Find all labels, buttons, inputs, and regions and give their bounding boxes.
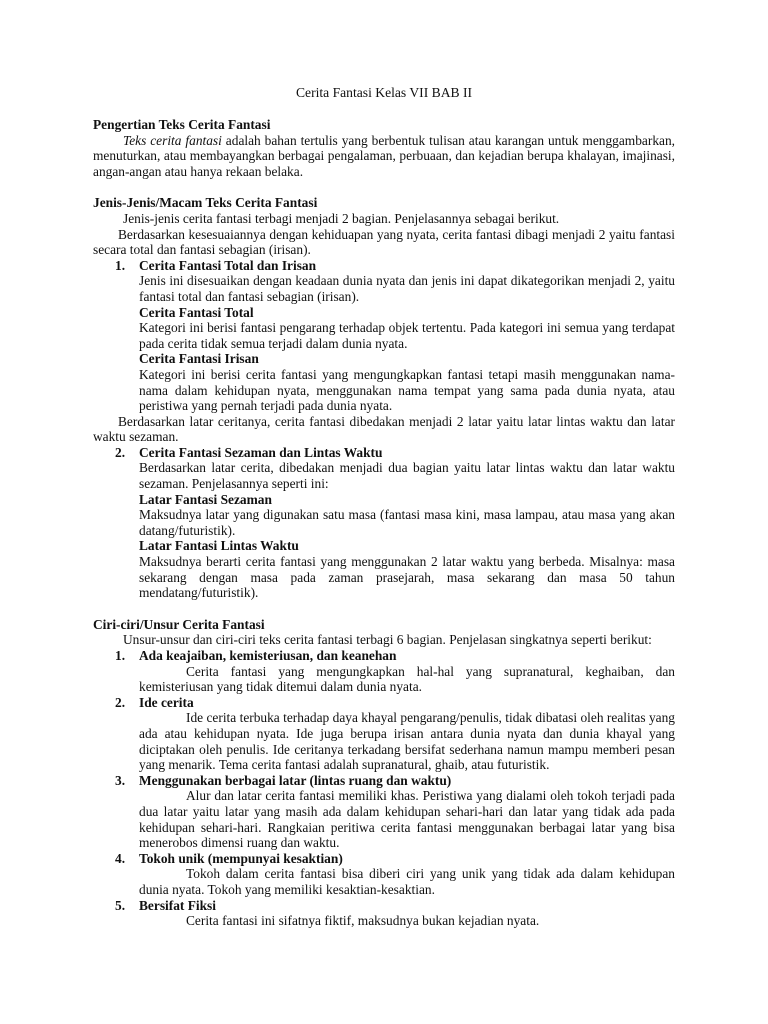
item-title: Ada keajaiban, kemisteriusan, dan keanehan (139, 648, 397, 663)
item-title: Ide cerita (139, 694, 194, 710)
jenis-intro: Jenis-jenis cerita fantasi terbagi menjadi 2 bagian. Penjelasannya sebagai berikut. (123, 210, 560, 226)
ciri-intro: Unsur-unsur dan ciri-ciri teks cerita fantasi terbagi 6 bagian. Penjelasan singkatnya seperti berikut: (123, 632, 652, 648)
list-item (93, 773, 675, 851)
document-title: Cerita Fantasi Kelas VII BAB II (295, 85, 473, 100)
item-number: 2. (115, 694, 126, 710)
item-title: Cerita Fantasi Total dan Irisan (139, 257, 317, 273)
item-title: Bersifat Fiksi (139, 897, 216, 913)
item-text: Jenis ini disesuaikan dengan keadaan dunia nyata dan jenis ini dapat dikategorikan menjadi 2, yaitu fantasi total dan fantasi sebagian (irisan). (139, 273, 675, 304)
item-number: 2. (115, 444, 126, 460)
jenis-list-2 (93, 445, 675, 601)
section-heading-jenis: Jenis-Jenis/Macam Teks Cerita Fantasi (93, 195, 318, 211)
item-text: Tokoh dalam cerita fantasi bisa diberi ciri yang unik yang tidak ada dalam kehidupan dunia nyata. Tokoh yang memiliki kesaktian-kesaktian. (139, 866, 675, 897)
jenis-paragraph-2: Berdasarkan latar ceritanya, cerita fantasi dibedakan menjadi 2 latar yaitu latar lintas waktu dan latar waktu sezaman. (93, 413, 675, 445)
sub-text: Maksudnya berarti cerita fantasi yang menggunakan 2 latar waktu yang berbeda. Misalnya: masa sekarang dengan masa pada zaman prasejarah, masa sekarang dan masa 50 tahun mendatang/futuristik). (139, 554, 675, 601)
document-content (93, 85, 675, 929)
item-title: Cerita Fantasi Sezaman dan Lintas Waktu (139, 444, 383, 460)
item-number: 3. (115, 772, 126, 788)
definition-term: Teks cerita fantasi (123, 132, 222, 148)
jenis-paragraph-1: Berdasarkan kesesuaiannya dengan kehiduapan yang nyata, cerita fantasi dibagi menjadi 2 yaitu fantasi secara total dan fantasi sebagian (irisan). (93, 226, 675, 258)
list-item (93, 258, 675, 414)
item-text: Cerita fantasi ini sifatnya fiktif, maksudnya bukan kejadian nyata. (186, 913, 540, 929)
item-text: Cerita fantasi yang mengungkapkan hal-hal yang supranatural, keghaiban, dan kemisteriusan yang tidak ditemui dalam dunia nyata. (139, 663, 675, 695)
item-title: Menggunakan berbagai latar (lintas ruang dan waktu) (139, 772, 452, 788)
section-heading-pengertian: Pengertian Teks Cerita Fantasi (93, 117, 271, 132)
sub-text: Kategori ini berisi fantasi pengarang terhadap objek tertentu. Pada kategori ini semua yang terdapat pada cerita tidak semua terjadi dalam dunia nyata. (139, 320, 675, 351)
item-number: 1. (115, 648, 126, 663)
sub-text: Maksudnya latar yang digunakan satu masa (fantasi masa kini, masa lampau, atau masa yang akan datang/futuristik). (139, 507, 675, 538)
list-item (93, 898, 675, 929)
list-item (93, 851, 675, 898)
definition-text: adalah bahan tertulis yang berbentuk tulisan atau karangan untuk menggambarkan, menuturkan, atau membayangkan berbagai pengalaman, perbuaan, dan kejadian berupa khalayan, imajinasi, angan-angan atau hanya rekaan belaka. (93, 132, 676, 179)
sub-text: Kategori ini berisi cerita fantasi yang mengungkapkan fantasi tetapi masih menggunakan nama-nama dalam kehidupan nyata, menggunakan nama tempat yang sama pada dunia nyata, atau peristiwa yang pernah terjadi pada dunia nyata. (139, 366, 675, 414)
item-title: Tokoh unik (mempunyai kesaktian) (139, 850, 343, 866)
list-item (93, 445, 675, 601)
ciri-list (93, 648, 675, 929)
list-item (93, 648, 675, 695)
sub-title: Cerita Fantasi Total (139, 304, 254, 320)
item-text: Berdasarkan latar cerita, dibedakan menjadi dua bagian yaitu latar lintas waktu dan latar waktu sezaman. Penjelasannya seperti ini: (139, 460, 675, 492)
section-heading-ciri: Ciri-ciri/Unsur Cerita Fantasi (93, 616, 265, 632)
sub-title: Cerita Fantasi Irisan (139, 351, 259, 367)
definition-paragraph (93, 133, 675, 180)
item-number: 4. (115, 850, 126, 866)
item-text: Ide cerita terbuka terhadap daya khayal pengarang/penulis, tidak dibatasi oleh realitas yang ada atau kehidupan nyata. Ide juga berupa irisan antara dunia nyata dan dunia khayal yang diciptakan oleh penulis. Ide ceritanya terkadang bersifat sederhana namun mampu memberi pesan yang menarik. Tema cerita fantasi adalah supranatural, ghaib, atau futuristik. (139, 710, 675, 773)
sub-title: Latar Fantasi Lintas Waktu (139, 538, 299, 554)
item-number: 1. (115, 257, 126, 273)
sub-title: Latar Fantasi Sezaman (139, 491, 272, 507)
jenis-list-1 (93, 258, 675, 414)
list-item (93, 695, 675, 773)
item-text: Alur dan latar cerita fantasi memiliki khas. Peristiwa yang dialami oleh tokoh terjadi pada dua latar yaitu latar yang masih ada dalam kehidupan sehari-hari dan latar yang tidak ada pada kehidupan sehari-hari. Rangkaian peritiwa cerita fantasi menggunakan berbagai latar yang bisa menerobos dimensi ruang dan waktu. (139, 788, 675, 851)
item-number: 5. (115, 897, 126, 913)
